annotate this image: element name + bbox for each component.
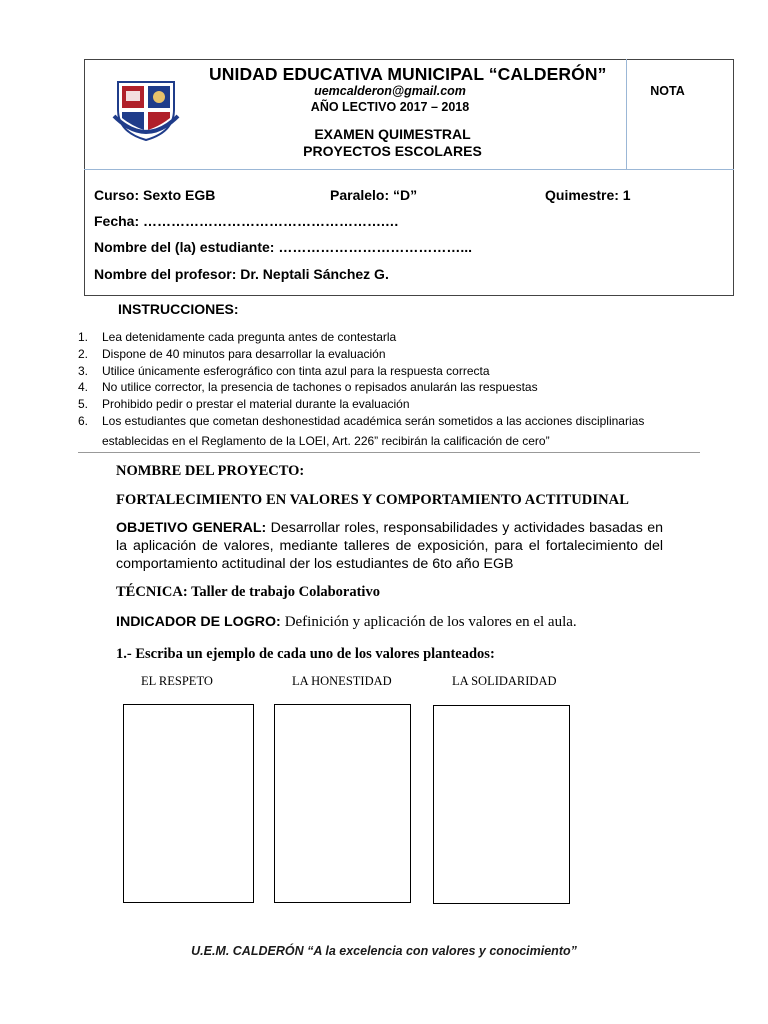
nota-label: NOTA [650, 84, 685, 98]
objective-text: Desarrollar roles, responsabilidades y actividades basadas en la aplicación de valores, mediante talleres de exposición, para el fortalecimiento del comportamiento actitudinal der los estudiantes de 6to año EGB [116, 520, 663, 572]
fecha-field[interactable]: Fecha: …………………………………………….… [94, 213, 399, 229]
indicator-label: INDICADOR DE LOGRO: [116, 614, 281, 630]
school-name: UNIDAD EDUCATIVA MUNICIPAL “CALDERÓN” [209, 64, 607, 84]
paralelo-field: Paralelo: “D” [330, 187, 418, 203]
school-email: uemcalderon@gmail.com [314, 84, 466, 98]
school-year: AÑO LECTIVO 2017 – 2018 [310, 100, 470, 114]
answer-box-solidaridad[interactable] [433, 705, 570, 904]
exam-title: EXAMEN QUIMESTRAL [314, 126, 471, 142]
instruction-item: 3. Utilice únicamente esferográfico con tinta azul para la respuesta correcta [78, 363, 490, 378]
project-label: NOMBRE DEL PROYECTO: [116, 463, 305, 479]
teacher-name-field: Nombre del profesor: Dr. Neptali Sánchez G. [94, 266, 389, 282]
instruction-item: 4. No utilice corrector, la presencia de tachones o repisados anularán las respuestas [78, 380, 538, 395]
answer-box-honestidad[interactable] [274, 704, 411, 903]
value-label-honestidad: LA HONESTIDAD [292, 674, 392, 688]
indicator-text: Definición y aplicación de los valores en el aula. [284, 614, 577, 630]
quimestre-field: Quimestre: 1 [545, 187, 631, 203]
instructions-list [78, 329, 644, 430]
instruction-item: 1. Lea detenidamente cada pregunta antes de contestarla [78, 330, 397, 344]
instruction-item-continuation: establecidas en el Reglamento de la LOEI, Art. 226” recibirán la calificación de cero” [102, 434, 550, 448]
footer-motto: U.E.M. CALDERÓN “A la excelencia con valores y conocimiento” [191, 944, 577, 958]
instruction-item: 5. Prohibido pedir o prestar el material durante la evaluación [78, 397, 410, 412]
question-1: 1.- Escriba un ejemplo de cada uno de los valores planteados: [116, 646, 495, 662]
exam-subject: PROYECTOS ESCOLARES [303, 143, 482, 159]
general-objective [116, 519, 663, 573]
curso-field: Curso: Sexto EGB [94, 187, 216, 203]
answer-box-respeto[interactable] [123, 704, 254, 903]
achievement-indicator [116, 614, 577, 631]
section-divider [78, 452, 700, 453]
technique: TÉCNICA: Taller de trabajo Colaborativo [116, 584, 380, 600]
header-divider [84, 169, 734, 170]
school-crest-icon [110, 76, 182, 144]
value-label-solidaridad: LA SOLIDARIDAD [452, 674, 557, 688]
student-name-field[interactable]: Nombre del (la) estudiante: …………………………………... [94, 239, 473, 255]
instructions-title: INSTRUCCIONES: [118, 301, 239, 317]
value-label-respeto: EL RESPETO [141, 674, 213, 688]
instruction-item: 2. Dispone de 40 minutos para desarrollar la evaluación [78, 346, 386, 361]
project-name: FORTALECIMIENTO EN VALORES Y COMPORTAMIENTO ACTITUDINAL [116, 492, 629, 508]
instruction-item: 6. Los estudiantes que cometan deshonestidad académica serán sometidos a las acciones disciplinarias [78, 413, 645, 428]
objective-label: OBJETIVO GENERAL: [116, 520, 267, 536]
